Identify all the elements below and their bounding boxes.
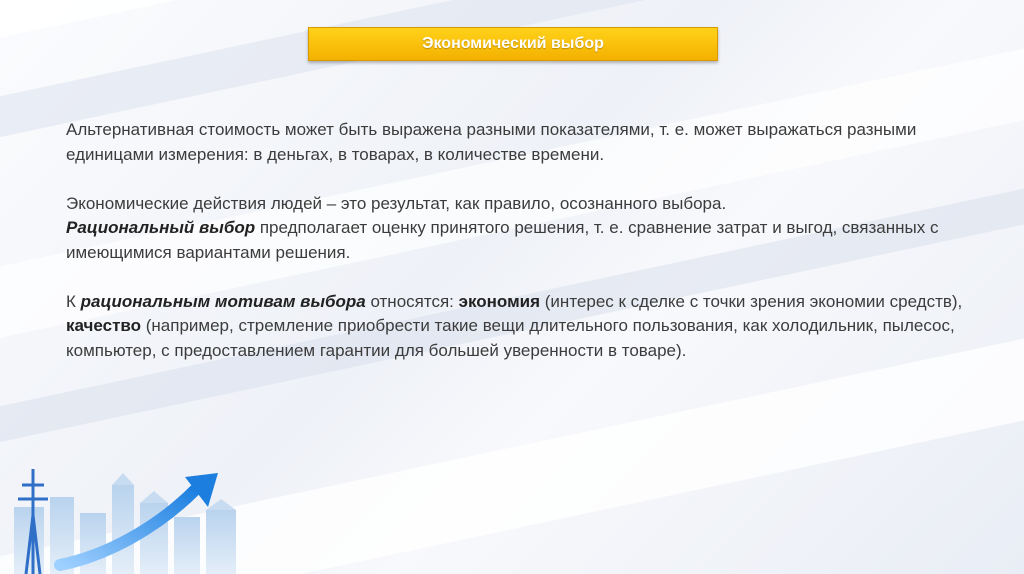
term-economy: экономия [458,291,541,311]
p3-mid2: (интерес к сделке с точки зрения экономии средств), [540,291,963,311]
slide-body [66,118,976,388]
growth-arrow-icon [0,455,250,574]
paragraph-alternative-cost: Альтернативная стоимость может быть выражена разными показателями, т. е. может выражаться разными единицами измерения: в деньгах, в товарах, в количестве времени. [66,120,917,164]
term-rational-motives: рациональным мотивам выбора [80,291,366,311]
slide-title: Экономический выбор [308,27,718,61]
p3-end: (например, стремление приобрести такие вещи длительного пользования, как холодильник, пылесос, компьютер, с предоставлением гарантии для большей уверенности в товаре). [66,316,955,360]
p2-line1: Экономические действия людей – это результат, как правило, осознанного выбора. [66,193,727,213]
paragraph-rational-choice [66,192,976,266]
term-rational-choice: Рациональный выбор [66,218,256,237]
paragraph-rational-motives [66,290,976,364]
p2-rest: предполагает оценку принятого решения, т. е. сравнение затрат и выгод, связанных с имеющимися вариантами решения. [66,218,939,262]
p3-start: К [66,291,81,311]
p3-mid1: относятся: [365,291,459,311]
term-quality: качество [66,316,142,335]
